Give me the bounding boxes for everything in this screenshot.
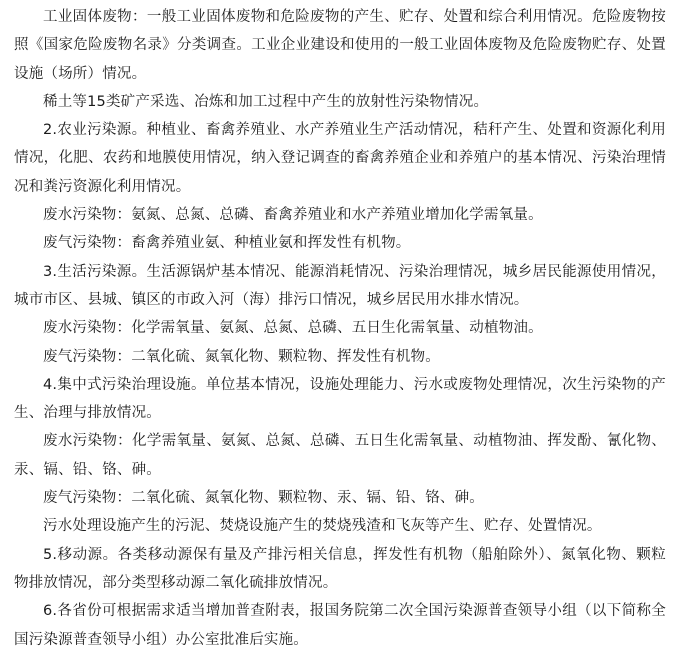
paragraph-centralized-waste-gas: 废气污染物：二氧化硫、氮氧化物、颗粒物、汞、镉、铅、铬、砷。 — [43, 490, 484, 507]
paragraph-additional-tables: 6.各省份可根据需求适当增加普查附表，报国务院第二次全国污染源普查领导小组（以下简称全国污染源普查领导小组）办公室批准后实施。 — [14, 603, 666, 648]
paragraph-sludge-residue: 污水处理设施产生的污泥、焚烧设施产生的焚烧残渣和飞灰等产生、贮存、处置情况。 — [43, 518, 602, 535]
paragraph-radioactive-pollutants: 稀土等15类矿产采选、冶炼和加工过程中产生的放射性污染物情况。 — [43, 93, 489, 110]
paragraph-domestic-source: 3.生活污染源。生活源锅炉基本情况、能源消耗情况、污染治理情况，城乡居民能源使用情况，城市市区、县城、镇区的市政入河（海）排污口情况，城乡居民用水排水情况。 — [14, 263, 666, 308]
paragraph-agri-wastewater: 废水污染物：氨氮、总氮、总磷、畜禽养殖业和水产养殖业增加化学需氧量。 — [43, 207, 543, 224]
paragraph-agricultural-source: 2.农业污染源。种植业、畜禽养殖业、水产养殖业生产活动情况，秸秆产生、处置和资源化利用情况，化肥、农药和地膜使用情况，纳入登记调查的畜禽养殖企业和养殖户的基本情况、污染治理情况和粪污资源化利用情况。 — [14, 122, 666, 195]
paragraph-centralized-facilities: 4.集中式污染治理设施。单位基本情况，设施处理能力、污水或废物处理情况，次生污染物的产生、治理与排放情况。 — [14, 376, 666, 422]
paragraph-industrial-solid-waste: 工业固体废物：一般工业固体废物和危险废物的产生、贮存、处置和综合利用情况。危险废物按照《国家危险废物名录》分类调查。工业企业建设和使用的一般工业固体废物及危险废物贮存、处置设施（场所）情况。 — [14, 9, 666, 82]
paragraph-agri-waste-gas: 废气污染物：畜禽养殖业氨、种植业氨和挥发性有机物。 — [43, 235, 411, 252]
paragraph-domestic-wastewater: 废水污染物：化学需氧量、氨氮、总氮、总磷、五日生化需氧量、动植物油。 — [43, 320, 543, 337]
paragraph-centralized-wastewater: 废水污染物：化学需氧量、氨氮、总氮、总磷、五日生化需氧量、动植物油、挥发酚、氰化物、汞、镉、铅、铬、砷。 — [14, 433, 666, 478]
paragraph-mobile-source: 5.移动源。各类移动源保有量及产排污相关信息，挥发性有机物（船舶除外）、氮氧化物、颗粒物排放情况，部分类型移动源二氧化硫排放情况。 — [14, 546, 666, 591]
paragraph-domestic-waste-gas: 废气污染物：二氧化硫、氮氧化物、颗粒物、挥发性有机物。 — [43, 348, 440, 365]
